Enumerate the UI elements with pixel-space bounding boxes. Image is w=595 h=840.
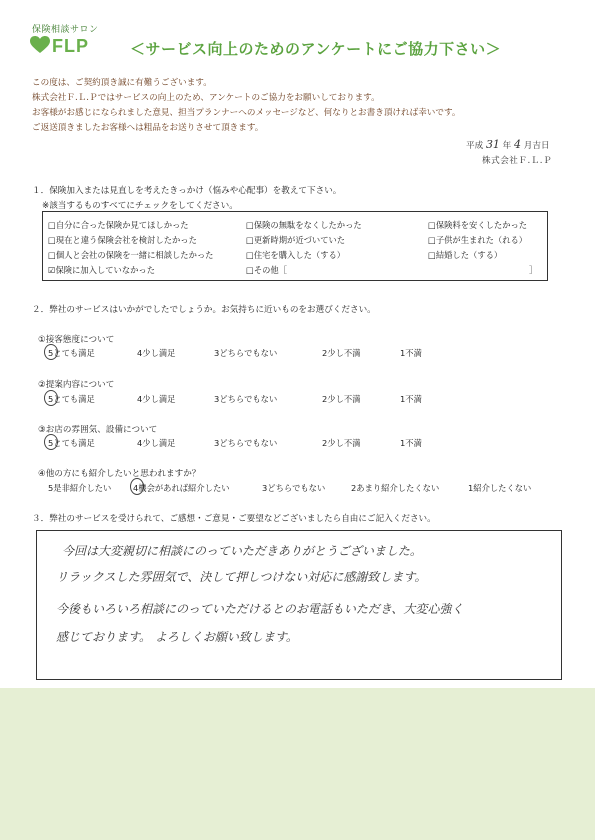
q2-title: ２．弊社のサービスはいかがでしたでしょうか。お気持ちに近いものをお選びください。 — [32, 305, 376, 315]
q1-title: １．保険加入または見直しを考えたきっかけ（悩みや心配事）を教えて下さい。 — [32, 186, 342, 196]
date-era: 平成 — [466, 141, 484, 151]
checkbox-other[interactable]: □その他［ — [246, 265, 288, 275]
checkbox-fit[interactable]: □自分に合った保険か見てほしかった — [48, 220, 189, 230]
checkbox-marriage[interactable]: □結婚した（する） — [428, 250, 503, 260]
q2-sub-service: ①接客態度について — [38, 335, 115, 345]
option-5[interactable]: 5とても満足 — [48, 394, 95, 404]
logo-subtitle: 保険相談サロン — [32, 25, 99, 35]
option-1[interactable]: 1不満 — [400, 348, 422, 358]
checkbox-not-insured[interactable] — [48, 264, 155, 276]
referral-option-1[interactable]: 1紹介したくない — [468, 483, 532, 493]
intro-line: ご返送頂きましたお客様へは粗品をお送りさせて頂きます。 — [32, 123, 264, 133]
option-2[interactable]: 2少し不満 — [322, 394, 361, 404]
option-4[interactable]: 4少し満足 — [137, 348, 176, 358]
intro-text — [32, 76, 461, 136]
date-month: 4 — [514, 138, 522, 151]
intro-line: お客様がお感じになられました意見、担当プランナーへのメッセージなど、何なりとお書き頂ければ幸いです。 — [32, 108, 461, 118]
checked-mark-icon: ☑ — [48, 265, 56, 275]
q2-sub-proposal: ②提案内容について — [38, 380, 115, 390]
footer-band — [0, 688, 595, 840]
handwritten-line: 今後もいろいろ相談にのっていただけるとのお電話もいただき、大変心強く — [56, 602, 464, 616]
referral-option-4[interactable]: 4機会があれば紹介したい — [133, 483, 230, 493]
q2-sub-atmosphere: ③お店の雰囲気、設備について — [38, 425, 158, 435]
handwritten-line: 感じております。 よろしくお願い致します。 — [56, 630, 298, 644]
option-3[interactable]: 3どちらでもない — [214, 348, 278, 358]
logo-flp: FLP — [52, 36, 89, 56]
option-1[interactable]: 1不満 — [400, 438, 422, 448]
checkbox-child[interactable]: □子供が生まれた（れる） — [428, 235, 528, 245]
checkbox-renewal[interactable]: □更新時期が近づいていた — [246, 235, 346, 245]
option-3[interactable]: 3どちらでもない — [214, 394, 278, 404]
referral-option-3[interactable]: 3どちらでもない — [262, 483, 326, 493]
referral-option-5[interactable]: 5是非紹介したい — [48, 483, 112, 493]
checkbox-other-company[interactable]: □現在と違う保険会社を検討したかった — [48, 235, 197, 245]
intro-line: この度は、ご契約頂き誠に有難うございます。 — [32, 78, 212, 88]
handwritten-line: 今回は大変親切に相談にのっていただきありがとうございました。 — [62, 544, 422, 558]
date-year: 31 — [485, 138, 500, 151]
checkbox-cheaper[interactable]: □保険料を安くしたかった — [428, 220, 528, 230]
company-name: 株式会社Ｆ.Ｌ.Ｐ — [482, 156, 553, 166]
option-5[interactable]: 5とても満足 — [48, 348, 95, 358]
checkbox-personal-company[interactable]: □個人と会社の保険を一緒に相談したかった — [48, 250, 214, 260]
option-2[interactable]: 2少し不満 — [322, 438, 361, 448]
option-5[interactable]: 5とても満足 — [48, 438, 95, 448]
option-1[interactable]: 1不満 — [400, 394, 422, 404]
handwritten-line: リラックスした雰囲気で、決して押しつけない対応に感謝致します。 — [56, 570, 427, 584]
other-bracket-close: ］ — [529, 265, 538, 275]
q1-note: ※該当するものすべてにチェックをしてください。 — [42, 201, 238, 211]
date-year-unit: 年 — [502, 141, 512, 151]
intro-line: 株式会社Ｆ.Ｌ.Ｐではサービスの向上のため、アンケートのご協力をお願いしております。 — [32, 93, 380, 103]
page-title: ＜サービス向上のためのアンケートにご協力下さい＞ — [130, 40, 502, 58]
option-2[interactable]: 2少し不満 — [322, 348, 361, 358]
option-4[interactable]: 4少し満足 — [137, 438, 176, 448]
checkbox-waste[interactable]: □保険の無駄をなくしたかった — [246, 220, 362, 230]
date — [466, 138, 550, 151]
option-4[interactable]: 4少し満足 — [137, 394, 176, 404]
checkbox-house[interactable]: □住宅を購入した（する） — [246, 250, 346, 260]
date-suffix: 月吉日 — [523, 141, 550, 151]
checkbox-label: 保険に加入していなかった — [55, 265, 156, 275]
heart-logo-icon — [30, 36, 50, 54]
q3-title: ３．弊社のサービスを受けられて、ご感想・ご意見・ご要望などございましたら自由にご記入ください。 — [32, 514, 436, 524]
option-3[interactable]: 3どちらでもない — [214, 438, 278, 448]
referral-option-2[interactable]: 2あまり紹介したくない — [351, 483, 440, 493]
q2-referral-title: ④他の方にも紹介したいと思われますか？ — [38, 469, 201, 479]
